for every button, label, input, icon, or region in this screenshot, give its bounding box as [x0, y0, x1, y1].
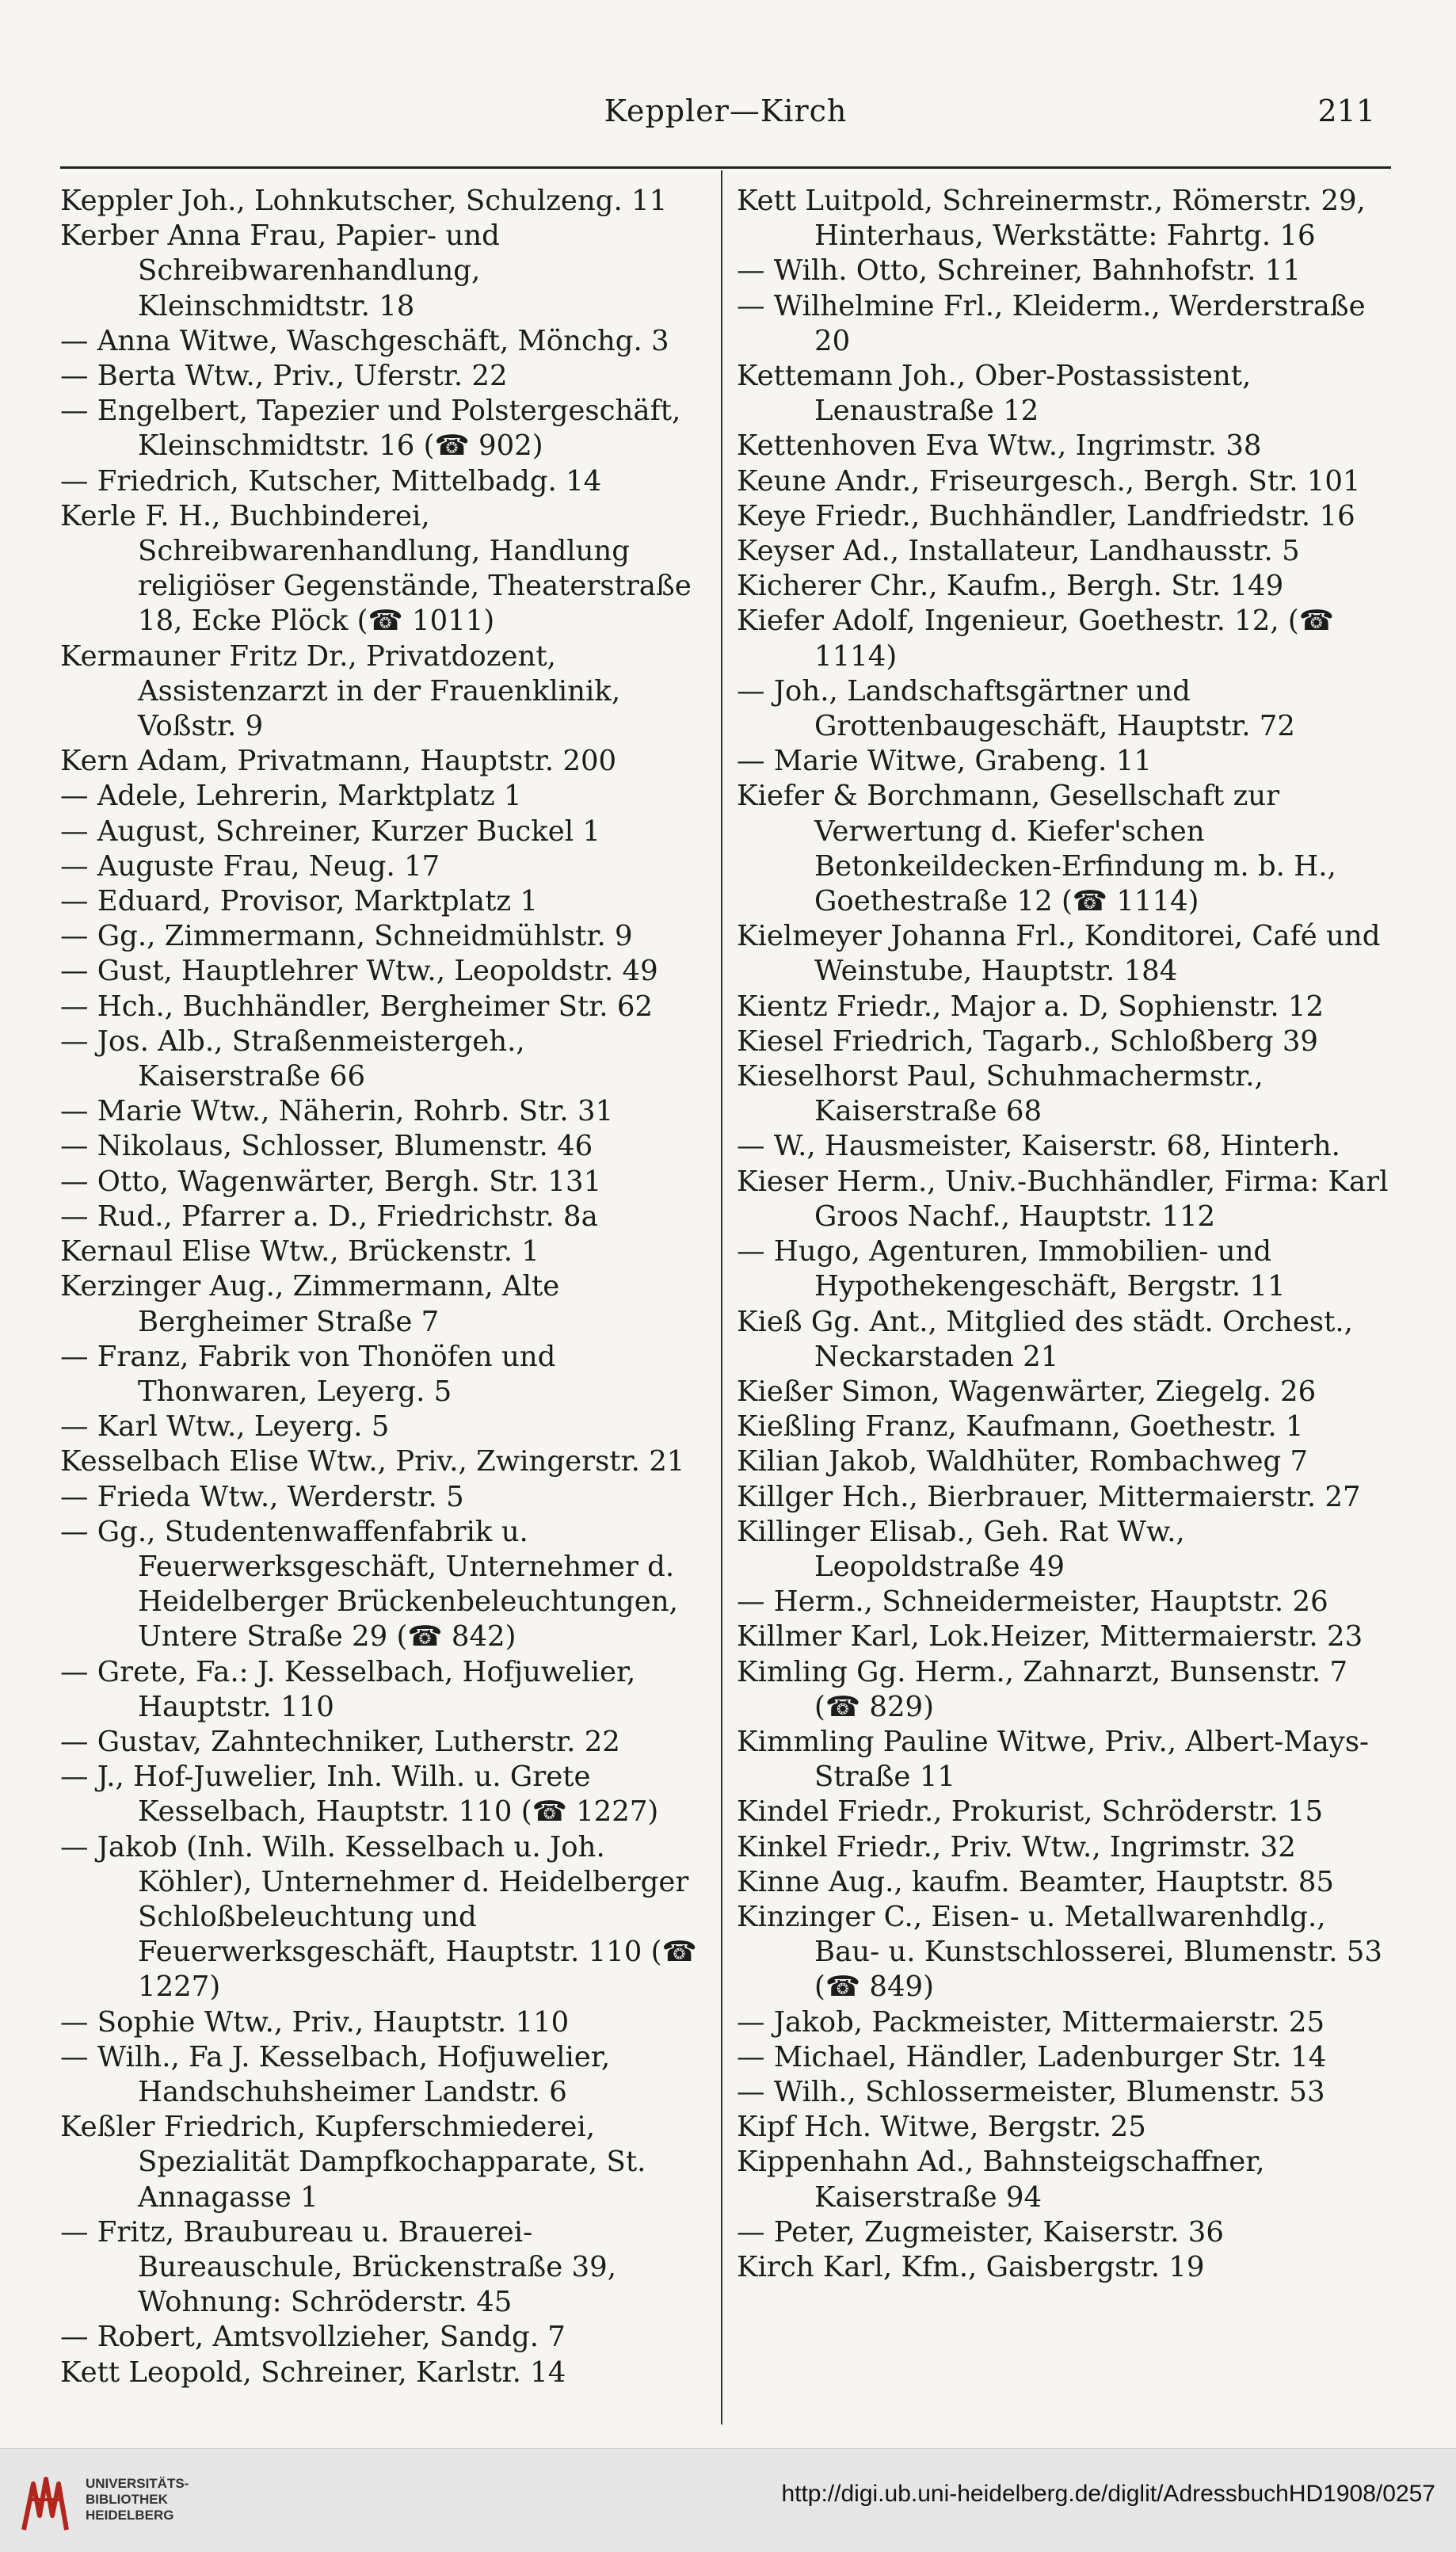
directory-entry: Kieser Herm., Univ.-Buchhändler, Firma: Karl Groos Nachf., Hauptstr. 112: [737, 1165, 1389, 1233]
directory-entry: — Jos. Alb., Straßenmeistergeh., Kaiserstraße 66: [60, 1024, 525, 1093]
directory-entry: — Franz, Fabrik von Thonöfen und Thonwaren, Leyerg. 5: [60, 1340, 556, 1408]
directory-entry: — Anna Witwe, Waschgeschäft, Mönchg. 3: [60, 324, 669, 357]
page-title: Keppler—Kirch: [604, 93, 848, 128]
directory-entry: Kettemann Joh., Ober-Postassistent, Lenaustraße 12: [737, 360, 1252, 428]
library-name-line: HEIDELBERG: [86, 2508, 174, 2523]
directory-entry: — Joh., Landschaftsgärtner und Grottenbaugeschäft, Hauptstr. 72: [737, 674, 1295, 743]
directory-entry: Kinne Aug., kaufm. Beamter, Hauptstr. 85: [737, 1865, 1334, 1898]
directory-entry: Kesselbach Elise Wtw., Priv., Zwingerstr. 21: [60, 1445, 685, 1478]
directory-entry: — Hch., Buchhändler, Bergheimer Str. 62: [60, 990, 653, 1023]
page-number: 211: [1317, 93, 1375, 128]
directory-entry: — Peter, Zugmeister, Kaiserstr. 36: [737, 2215, 1224, 2249]
right-column: [737, 184, 1394, 2285]
directory-entry: — Hugo, Agenturen, Immobilien- und Hypothekengeschäft, Bergstr. 11: [737, 1235, 1286, 1303]
directory-entry: — Gust, Hauptlehrer Wtw., Leopoldstr. 49: [60, 955, 658, 988]
directory-entry: Kippenhahn Ad., Bahnsteigschaffner, Kaiserstraße 94: [737, 2146, 1265, 2214]
page-header: [60, 93, 1391, 141]
directory-entry: — Marie Witwe, Grabeng. 11: [737, 745, 1152, 778]
directory-entry: Kerzinger Aug., Zimmermann, Alte Bergheimer Straße 7: [60, 1270, 560, 1338]
directory-entry: Kernaul Elise Wtw., Brückenstr. 1: [60, 1235, 539, 1268]
directory-entry: Kieselhorst Paul, Schuhmachermstr., Kaiserstraße 68: [737, 1060, 1264, 1128]
directory-entry: — Berta Wtw., Priv., Uferstr. 22: [60, 360, 508, 393]
directory-entry: Kießer Simon, Wagenwärter, Ziegelg. 26: [737, 1375, 1317, 1408]
library-name-line: BIBLIOTHEK: [86, 2492, 168, 2507]
directory-entry: — Karl Wtw., Leyerg. 5: [60, 1410, 390, 1444]
directory-entry: — Nikolaus, Schlosser, Blumenstr. 46: [60, 1130, 593, 1163]
directory-entry: — Wilh., Schlossermeister, Blumenstr. 53: [737, 2075, 1325, 2108]
directory-entry: Killmer Karl, Lok.Heizer, Mittermaierstr. 23: [737, 1620, 1363, 1654]
directory-entry: — Marie Wtw., Näherin, Rohrb. Str. 31: [60, 1095, 614, 1128]
directory-entry: Kerber Anna Frau, Papier- und Schreibwarenhandlung, Kleinschmidtstr. 18: [60, 219, 500, 322]
left-column: [60, 184, 710, 2390]
directory-entry: Kilian Jakob, Waldhüter, Rombachweg 7: [737, 1445, 1309, 1478]
directory-entry: Kießling Franz, Kaufmann, Goethestr. 1: [737, 1410, 1304, 1444]
directory-entry: Kett Leopold, Schreiner, Karlstr. 14: [60, 2356, 566, 2389]
directory-entry: Killinger Elisab., Geh. Rat Ww., Leopoldstraße 49: [737, 1515, 1185, 1583]
directory-entry: — Herm., Schneidermeister, Hauptstr. 26: [737, 1585, 1328, 1619]
header-rule: [60, 166, 1391, 169]
directory-entry: — Sophie Wtw., Priv., Hauptstr. 110: [60, 2005, 570, 2039]
directory-entry: Keßler Friedrich, Kupferschmiederei, Spezialität Dampfkochapparate, St. Annagasse 1: [60, 2111, 646, 2214]
directory-entry: — Michael, Händler, Ladenburger Str. 14: [737, 2040, 1327, 2073]
directory-entry: — Robert, Amtsvollzieher, Sandg. 7: [60, 2321, 566, 2354]
directory-entry: Keye Friedr., Buchhändler, Landfriedstr. 16: [737, 499, 1355, 532]
directory-entry: — Adele, Lehrerin, Marktplatz 1: [60, 780, 522, 813]
directory-entry: Kieß Gg. Ant., Mitglied des städt. Orchest., Neckarstaden 21: [737, 1305, 1353, 1373]
directory-entry: Keune Andr., Friseurgesch., Bergh. Str. 101: [737, 464, 1361, 498]
directory-entry: Keyser Ad., Installateur, Landhausstr. 5: [737, 535, 1300, 568]
library-footer: [0, 2448, 1456, 2552]
directory-entry: — Jakob, Packmeister, Mittermaierstr. 25: [737, 2005, 1325, 2039]
directory-entry: Kimmling Pauline Witwe, Priv., Albert-Mays-Straße 11: [737, 1725, 1370, 1794]
directory-entry: — Friedrich, Kutscher, Mittelbadg. 14: [60, 464, 602, 498]
directory-entry: Kimling Gg. Herm., Zahnarzt, Bunsenstr. 7 (☎ 829): [737, 1655, 1348, 1723]
directory-entry: Kettenhoven Eva Wtw., Ingrimstr. 38: [737, 429, 1262, 463]
directory-entry: — Wilh. Otto, Schreiner, Bahnhofstr. 11: [737, 254, 1301, 288]
directory-entry: Kiefer & Borchmann, Gesellschaft zur Verwertung d. Kiefer'schen Betonkeildecken-Erfindung m. b. H., Goethestraße 12 (☎ 1114): [737, 780, 1336, 918]
directory-entry: — Otto, Wagenwärter, Bergh. Str. 131: [60, 1165, 602, 1198]
directory-entry: Killger Hch., Bierbrauer, Mittermaierstr. 27: [737, 1480, 1361, 1513]
directory-entry: — Gg., Zimmermann, Schneidmühlstr. 9: [60, 920, 633, 953]
directory-entry: — W., Hausmeister, Kaiserstr. 68, Hinterh.: [737, 1130, 1340, 1163]
directory-entry: Kipf Hch. Witwe, Bergstr. 25: [737, 2111, 1146, 2144]
directory-entry: Kientz Friedr., Major a. D, Sophienstr. 12: [737, 990, 1325, 1023]
directory-entry: Kinzinger C., Eisen- u. Metallwarenhdlg., Bau- u. Kunstschlosserei, Blumenstr. 53 (☎ 849): [737, 1900, 1382, 2004]
university-library-logo-icon: [17, 2468, 73, 2535]
directory-entry: Keppler Joh., Lohnkutscher, Schulzeng. 11: [60, 185, 668, 217]
directory-entry: — J., Hof-Juwelier, Inh. Wilh. u. Grete Kesselbach, Hauptstr. 110 (☎ 1227): [60, 1760, 659, 1829]
directory-entry: — Auguste Frau, Neug. 17: [60, 849, 440, 883]
directory-entry: — Fritz, Braubureau u. Brauerei-Bureauschule, Brückenstraße 39, Wohnung: Schröderstr. 45: [60, 2215, 616, 2319]
directory-entry: Kiefer Adolf, Ingenieur, Goethestr. 12, (☎ 1114): [737, 605, 1334, 673]
source-url-link[interactable]: http://digi.ub.uni-heidelberg.de/diglit/AdressbuchHD1908/0257: [781, 2481, 1435, 2507]
directory-entry: Kiesel Friedrich, Tagarb., Schloßberg 39: [737, 1024, 1318, 1058]
directory-entry: Kern Adam, Privatmann, Hauptstr. 200: [60, 745, 617, 778]
directory-entry: — Gustav, Zahntechniker, Lutherstr. 22: [60, 1725, 620, 1758]
column-divider: [721, 170, 722, 2424]
directory-entry: — Jakob (Inh. Wilh. Kesselbach u. Joh. Köhler), Unternehmer d. Heidelberger Schloßbeleuchtung und Feuerwerksgeschäft, Hauptstr. 110 (☎ 1227): [60, 1830, 697, 2004]
directory-entry: Kett Luitpold, Schreinermstr., Römerstr. 29, Hinterhaus, Werkstätte: Fahrtg. 16: [737, 185, 1366, 253]
directory-entry: Kirch Karl, Kfm., Gaisbergstr. 19: [737, 2250, 1205, 2283]
directory-entry: — Wilhelmine Frl., Kleiderm., Werderstraße 20: [737, 289, 1366, 357]
directory-entry: Kielmeyer Johanna Frl., Konditorei, Café und Weinstube, Hauptstr. 184: [737, 920, 1381, 988]
library-name-line: UNIVERSITÄTS-: [86, 2476, 189, 2491]
library-name: [86, 2476, 189, 2523]
directory-entry: — Wilh., Fa J. Kesselbach, Hofjuwelier, Handschuhsheimer Landstr. 6: [60, 2040, 611, 2108]
directory-entry: Kinkel Friedr., Priv. Wtw., Ingrimstr. 32: [737, 1830, 1296, 1863]
directory-entry: — Eduard, Provisor, Marktplatz 1: [60, 885, 538, 918]
directory-entry: — Grete, Fa.: J. Kesselbach, Hofjuwelier, Hauptstr. 110: [60, 1655, 636, 1723]
directory-entry: — Rud., Pfarrer a. D., Friedrichstr. 8a: [60, 1200, 598, 1233]
directory-entry: — Frieda Wtw., Werderstr. 5: [60, 1480, 464, 1513]
directory-entry: Kermauner Fritz Dr., Privatdozent, Assistenzarzt in der Frauenklinik, Voßstr. 9: [60, 639, 621, 743]
directory-entry: — Gg., Studentenwaffenfabrik u. Feuerwerksgeschäft, Unternehmer d. Heidelberger Brückenbeleuchtungen, Untere Straße 29 (☎ 842): [60, 1515, 678, 1654]
directory-entry: Kerle F. H., Buchbinderei, Schreibwarenhandlung, Handlung religiöser Gegenstände, Theaterstraße 18, Ecke Plöck (☎ 1011): [60, 499, 692, 638]
directory-entry: Kicherer Chr., Kaufm., Bergh. Str. 149: [737, 570, 1284, 603]
directory-entry: — Engelbert, Tapezier und Polstergeschäft, Kleinschmidtstr. 16 (☎ 902): [60, 395, 681, 463]
directory-entry: — August, Schreiner, Kurzer Buckel 1: [60, 814, 600, 848]
directory-entry: Kindel Friedr., Prokurist, Schröderstr. 15: [737, 1795, 1324, 1829]
